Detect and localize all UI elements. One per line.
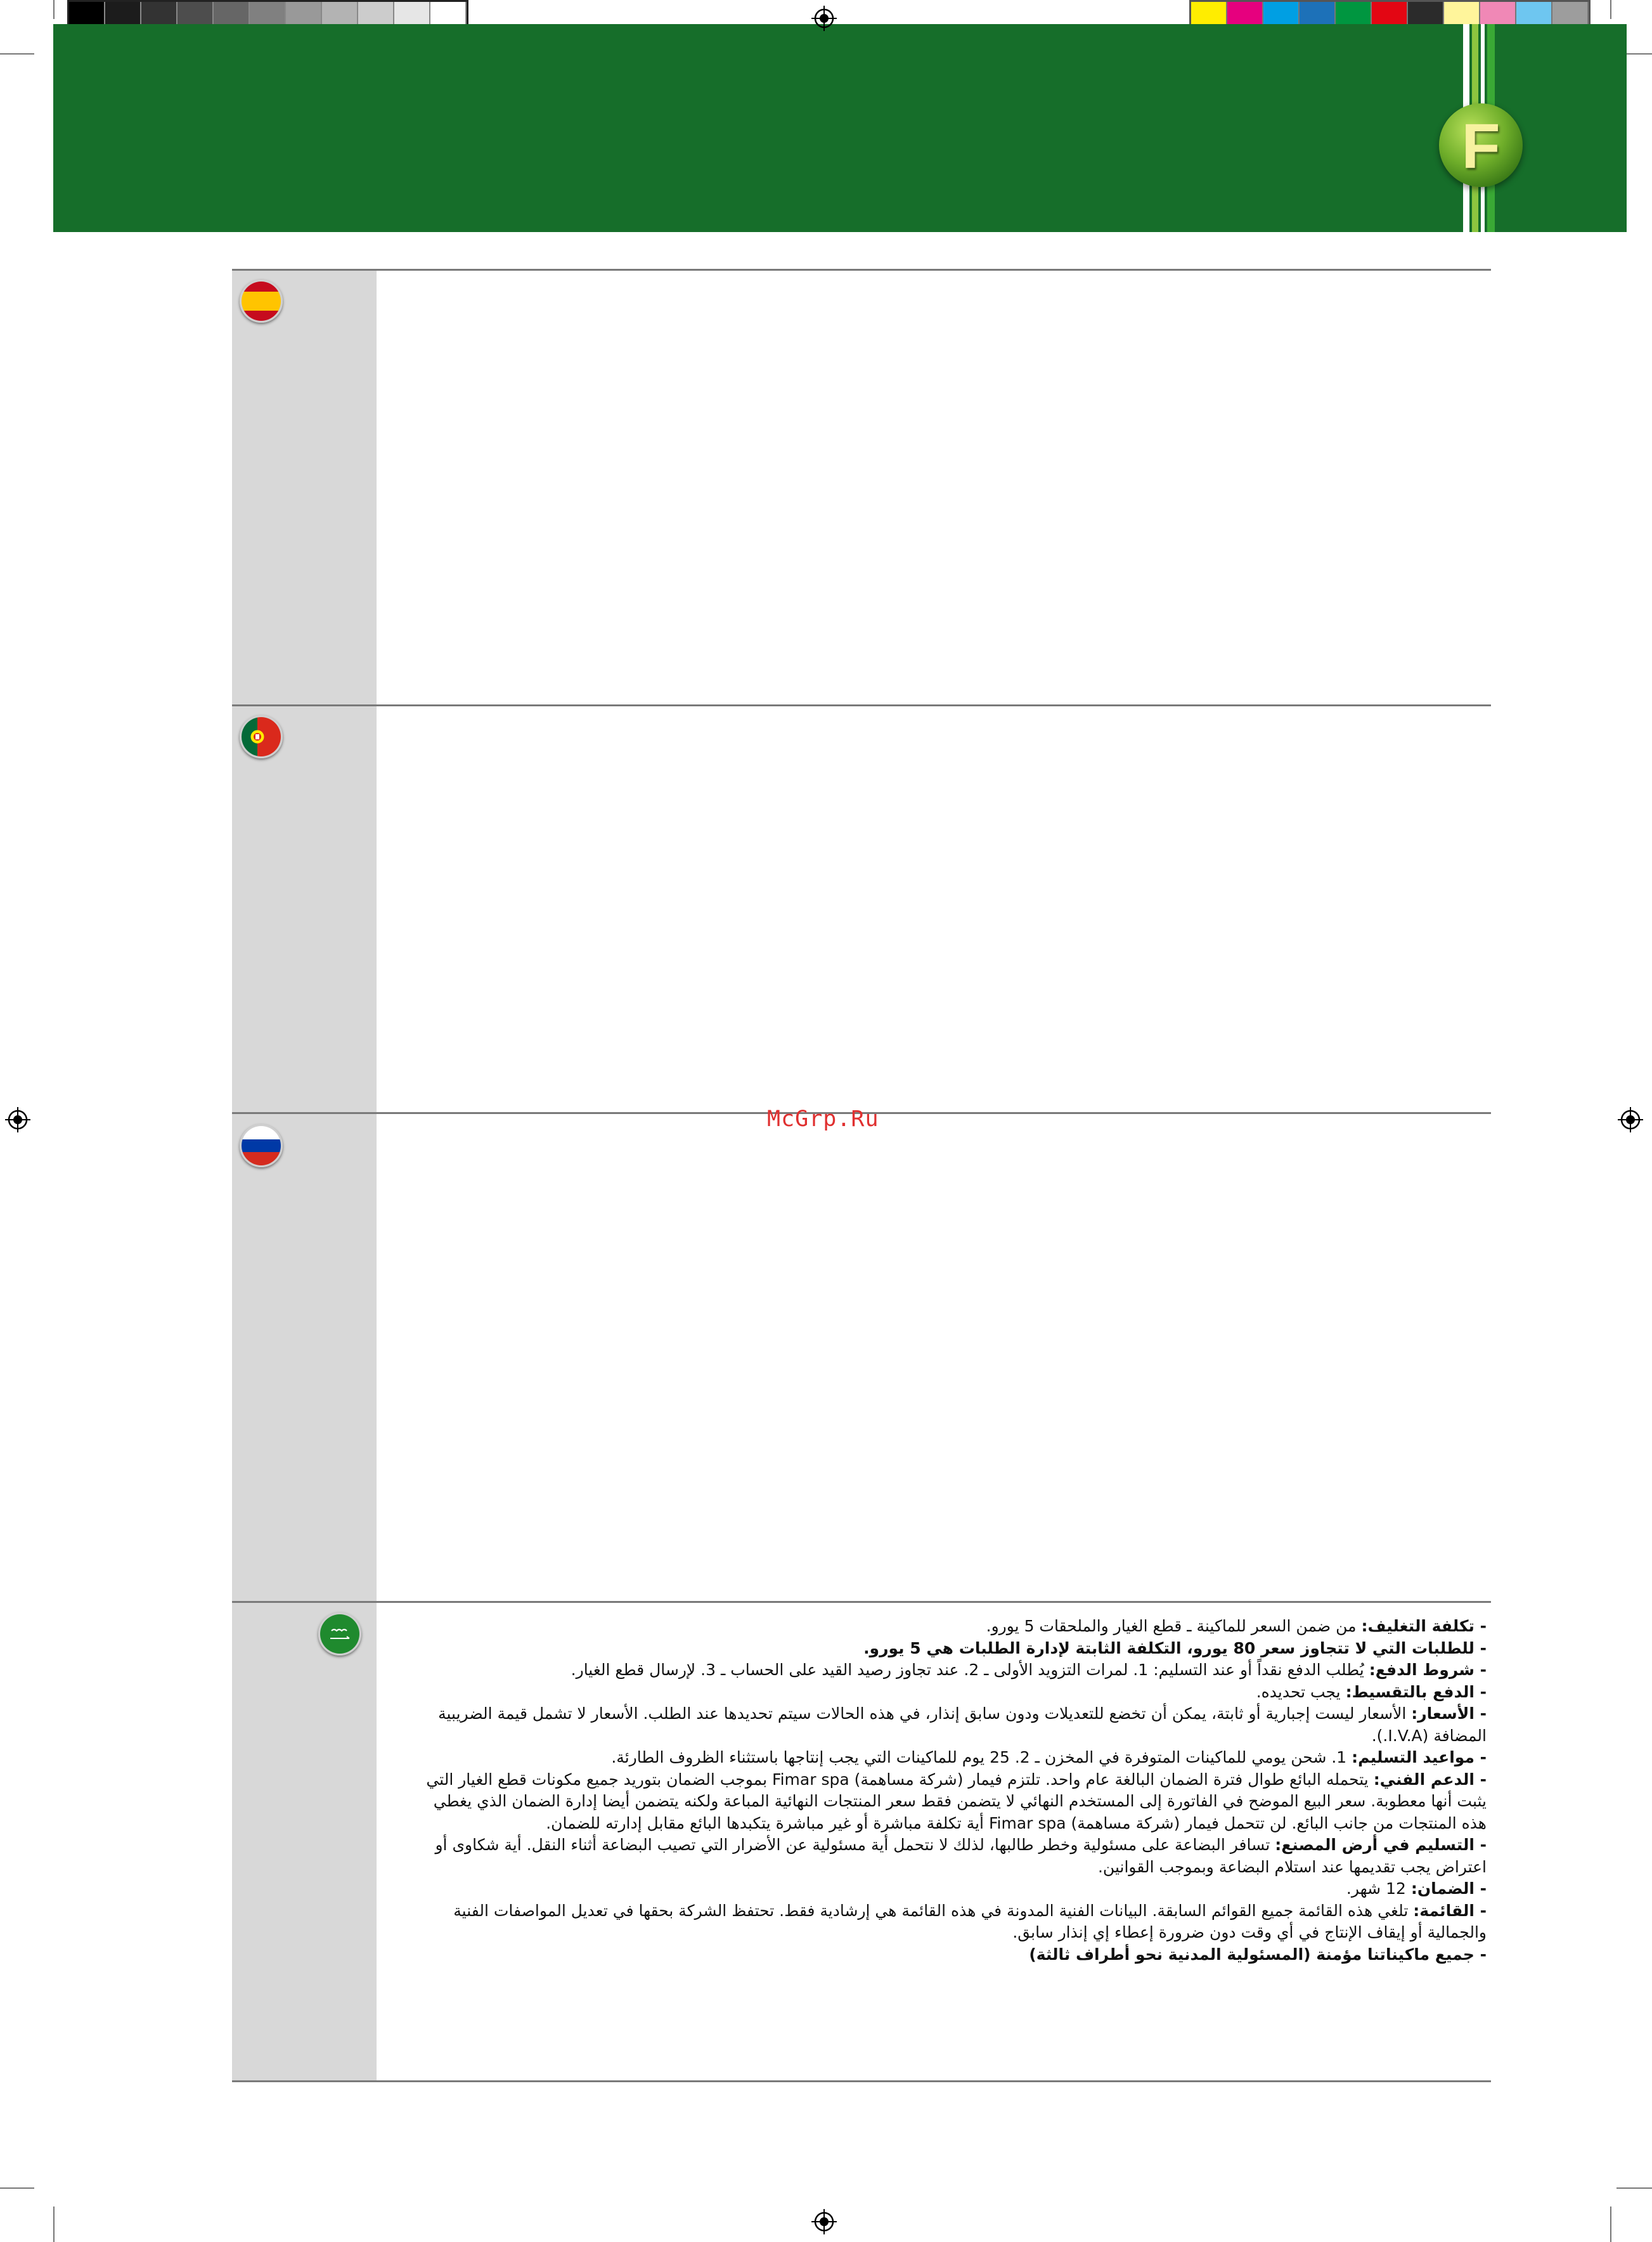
terms-paragraph [406,1703,1487,1747]
terms-paragraph [406,1659,1487,1682]
section-divider [232,2080,1491,2082]
terms-text: الأسعار ليست إجبارية أو ثابتة، يمكن أن تخضع للتعديلات ودون سابق إنذار، في هذه الحالات سيتم تحديدها عند الطلب. الأسعار لا تشمل قيمة الضريبية المضافة (I.V.A.). [438,1704,1487,1745]
terms-paragraph [406,1834,1487,1878]
terms-label: - الدعم الفني: [1373,1770,1487,1789]
crop-mark [1617,2187,1652,2189]
terms-paragraph [406,1769,1487,1835]
terms-label: - الضمان: [1410,1879,1487,1898]
spain-flag-icon [240,280,283,323]
portugal-flag-icon [240,715,283,758]
terms-label: - تكلفة التغليف: [1361,1617,1487,1635]
russia-flag-icon [240,1124,283,1167]
terms-text: يُطلب الدفع نقداً أو عند التسليم: 1. لمرات التزويد الأولى ـ 2. عند تجاوز رصيد القيد على الحساب ـ 3. لإرسال قطع الغيار. [571,1661,1369,1679]
terms-text: 1. شحن يومي للماكينات المتوفرة في المخزن ـ 2. 25 يوم للماكينات التي يجب إنتاجها باستثناء الظروف الطارئة. [611,1748,1352,1766]
terms-label: - التسليم في أرض المصنع: [1275,1836,1487,1854]
terms-label: - جميع ماكيناتنا مؤمنة (المسئولية المدنية نحو أطراف ثالثة) [1029,1945,1487,1964]
terms-label: - الأسعار: [1411,1704,1487,1723]
language-column-es [232,269,377,705]
terms-text: من ضمن السعر للماكينة ـ قطع الغيار والملحقات 5 يورو. [986,1617,1362,1635]
terms-paragraph [406,1944,1487,1966]
language-column-pt [232,705,377,1113]
terms-paragraph [406,1878,1487,1900]
crop-mark [1610,0,1611,19]
terms-paragraph [406,1682,1487,1704]
terms-text: تسافر البضاعة على مسئولية وخطر طالبها، لذلك لا نتحمل أية مسئولية عن الأضرار التي تصيب البضاعة أثناء النقل. أية شكاوى أو اعتراض يجب تقديمها عند استلام البضاعة وبموجب القوانين. [435,1836,1487,1876]
terms-label: - للطلبات التي لا تتجاوز سعر 80 يورو، التكلفة الثابتة لإدارة الطلبات هي 5 يورو. [863,1638,1487,1657]
registration-mark-icon [5,1107,30,1132]
section-divider [232,704,1491,706]
header-band [53,24,1627,232]
arabic-terms-block [406,1616,1487,1966]
section-divider [232,269,1491,271]
crop-mark [53,2206,55,2242]
crop-mark [0,53,34,55]
registration-mark-icon [811,6,837,31]
terms-paragraph [406,1900,1487,1944]
terms-label: - الدفع بالتقسيط: [1345,1682,1487,1701]
section-divider [232,1601,1491,1603]
terms-label: - مواعيد التسليم: [1352,1748,1487,1766]
terms-label: - شروط الدفع: [1369,1661,1487,1679]
registration-mark-icon [1618,1107,1643,1132]
terms-text: 12 شهر. [1346,1879,1411,1898]
saudi-arabia-flag-icon [318,1612,361,1656]
terms-paragraph [406,1747,1487,1769]
crop-mark [0,2187,34,2189]
terms-text: يتحمله البائع طوال فترة الضمان البالغة عام واحد. تلتزم فيمار (شركة مساهمة) Fimar spa بموجب الضمان بتوريد جميع مكونات قطع الغيار التي يثبت أنها معطوبة. سعر البيع الموضح في الفاتورة إلى المستخدم النهائي لا يتضمن فقط سعر المنتجات النهائية المباعة ولكنه يتضمن أيضا إدارة الضمان الذي يغطي هذه المنتجات من جانب البائع. لن تتحمل فيمار (شركة مساهمة) Fimar spa أية تكلفة مباشرة أو غير مباشرة يتكبدها البائع مقابل إدارته للضمان. [426,1770,1487,1832]
terms-paragraph [406,1638,1487,1660]
watermark: McGrp.Ru [767,1106,879,1132]
registration-mark-icon [811,2209,837,2234]
terms-text: تلغي هذه القائمة جميع القوائم السابقة. البيانات الفنية المدونة في هذه القائمة هي إرشادية فقط. تحتفظ الشركة بحقها في تعديل المواصفات الفنية والجمالية أو إيقاف الإنتاج في أي وقت دون ضرورة إعطاء إي إنذار سابق. [453,1901,1487,1941]
language-column-ru [232,1113,377,1601]
crop-mark [53,0,55,19]
fimar-logo-icon [1439,103,1523,187]
terms-label: - القائمة: [1413,1901,1487,1920]
logo-letter: F [1461,111,1500,182]
terms-paragraph [406,1616,1487,1638]
terms-text: يجب تحديده. [1256,1682,1346,1701]
language-column-ar [232,1601,377,2081]
crop-mark [1610,2206,1611,2242]
